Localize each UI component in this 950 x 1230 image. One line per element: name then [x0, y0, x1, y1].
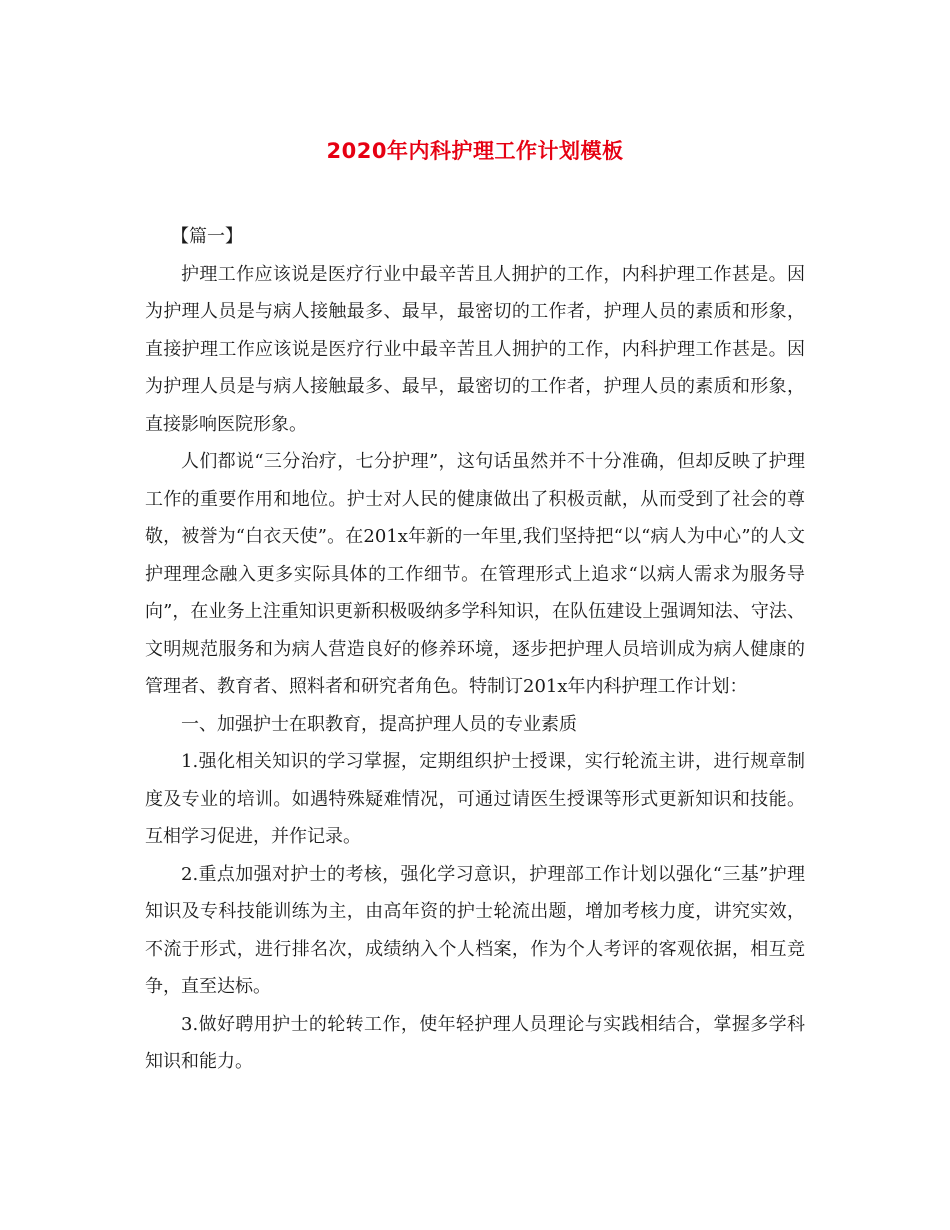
paragraph-context: 人们都说“三分治疗，七分护理”，这句话虽然并不十分准确，但却反映了护理工作的重要作用和地位。护士对人民的健康做出了积极贡献，从而受到了社会的尊敬，被誉为“白衣天使”。在201x年新的一年里,我们坚持把“以“病人为中心”的人文护理理念融入更多实际具体的工作细节。在管理形式上追求“以病人需求为服务导向”，在业务上注重知识更新积极吸纳多学科知识，在队伍建设上强调知法、守法、文明规范服务和为病人营造良好的修养环境，逐步把护理人员培训成为病人健康的管理者、教育者、照料者和研究者角色。特制订201x年内科护理工作计划： — [145, 451, 805, 697]
list-item-1: 1.强化相关知识的学习掌握，定期组织护士授课，实行轮流主讲，进行规章制度及专业的培训。如遇特殊疑难情况，可通过请医生授课等形式更新知识和技能。互相学习促进，并作记录。 — [145, 751, 805, 847]
paragraph-intro: 护理工作应该说是医疗行业中最辛苦且人拥护的工作，内科护理工作甚是。因为护理人员是与病人接触最多、最早，最密切的工作者，护理人员的素质和形象，直接护理工作应该说是医疗行业中最辛苦且人拥护的工作，内科护理工作甚是。因为护理人员是与病人接触最多、最早，最密切的工作者，护理人员的素质和形象，直接影响医院形象。 — [145, 263, 805, 435]
list-item-3: 3.做好聘用护士的轮转工作，使年轻护理人员理论与实践相结合，掌握多学科知识和能力。 — [145, 1013, 805, 1072]
section-label: 【篇一】 — [171, 226, 243, 247]
list-item-2: 2.重点加强对护士的考核，强化学习意识，护理部工作计划以强化“三基”护理知识及专科技能训练为主，由高年资的护士轮流出题，增加考核力度，讲究实效，不流于形式，进行排名次，成绩纳入个人档案，作为个人考评的客观依据，相互竞争，直至达标。 — [145, 863, 805, 997]
document-body — [145, 218, 805, 1081]
document-title: 2020年内科护理工作计划模板 — [326, 139, 624, 163]
section-heading-1: 一、加强护士在职教育，提高护理人员的专业素质 — [181, 713, 577, 735]
